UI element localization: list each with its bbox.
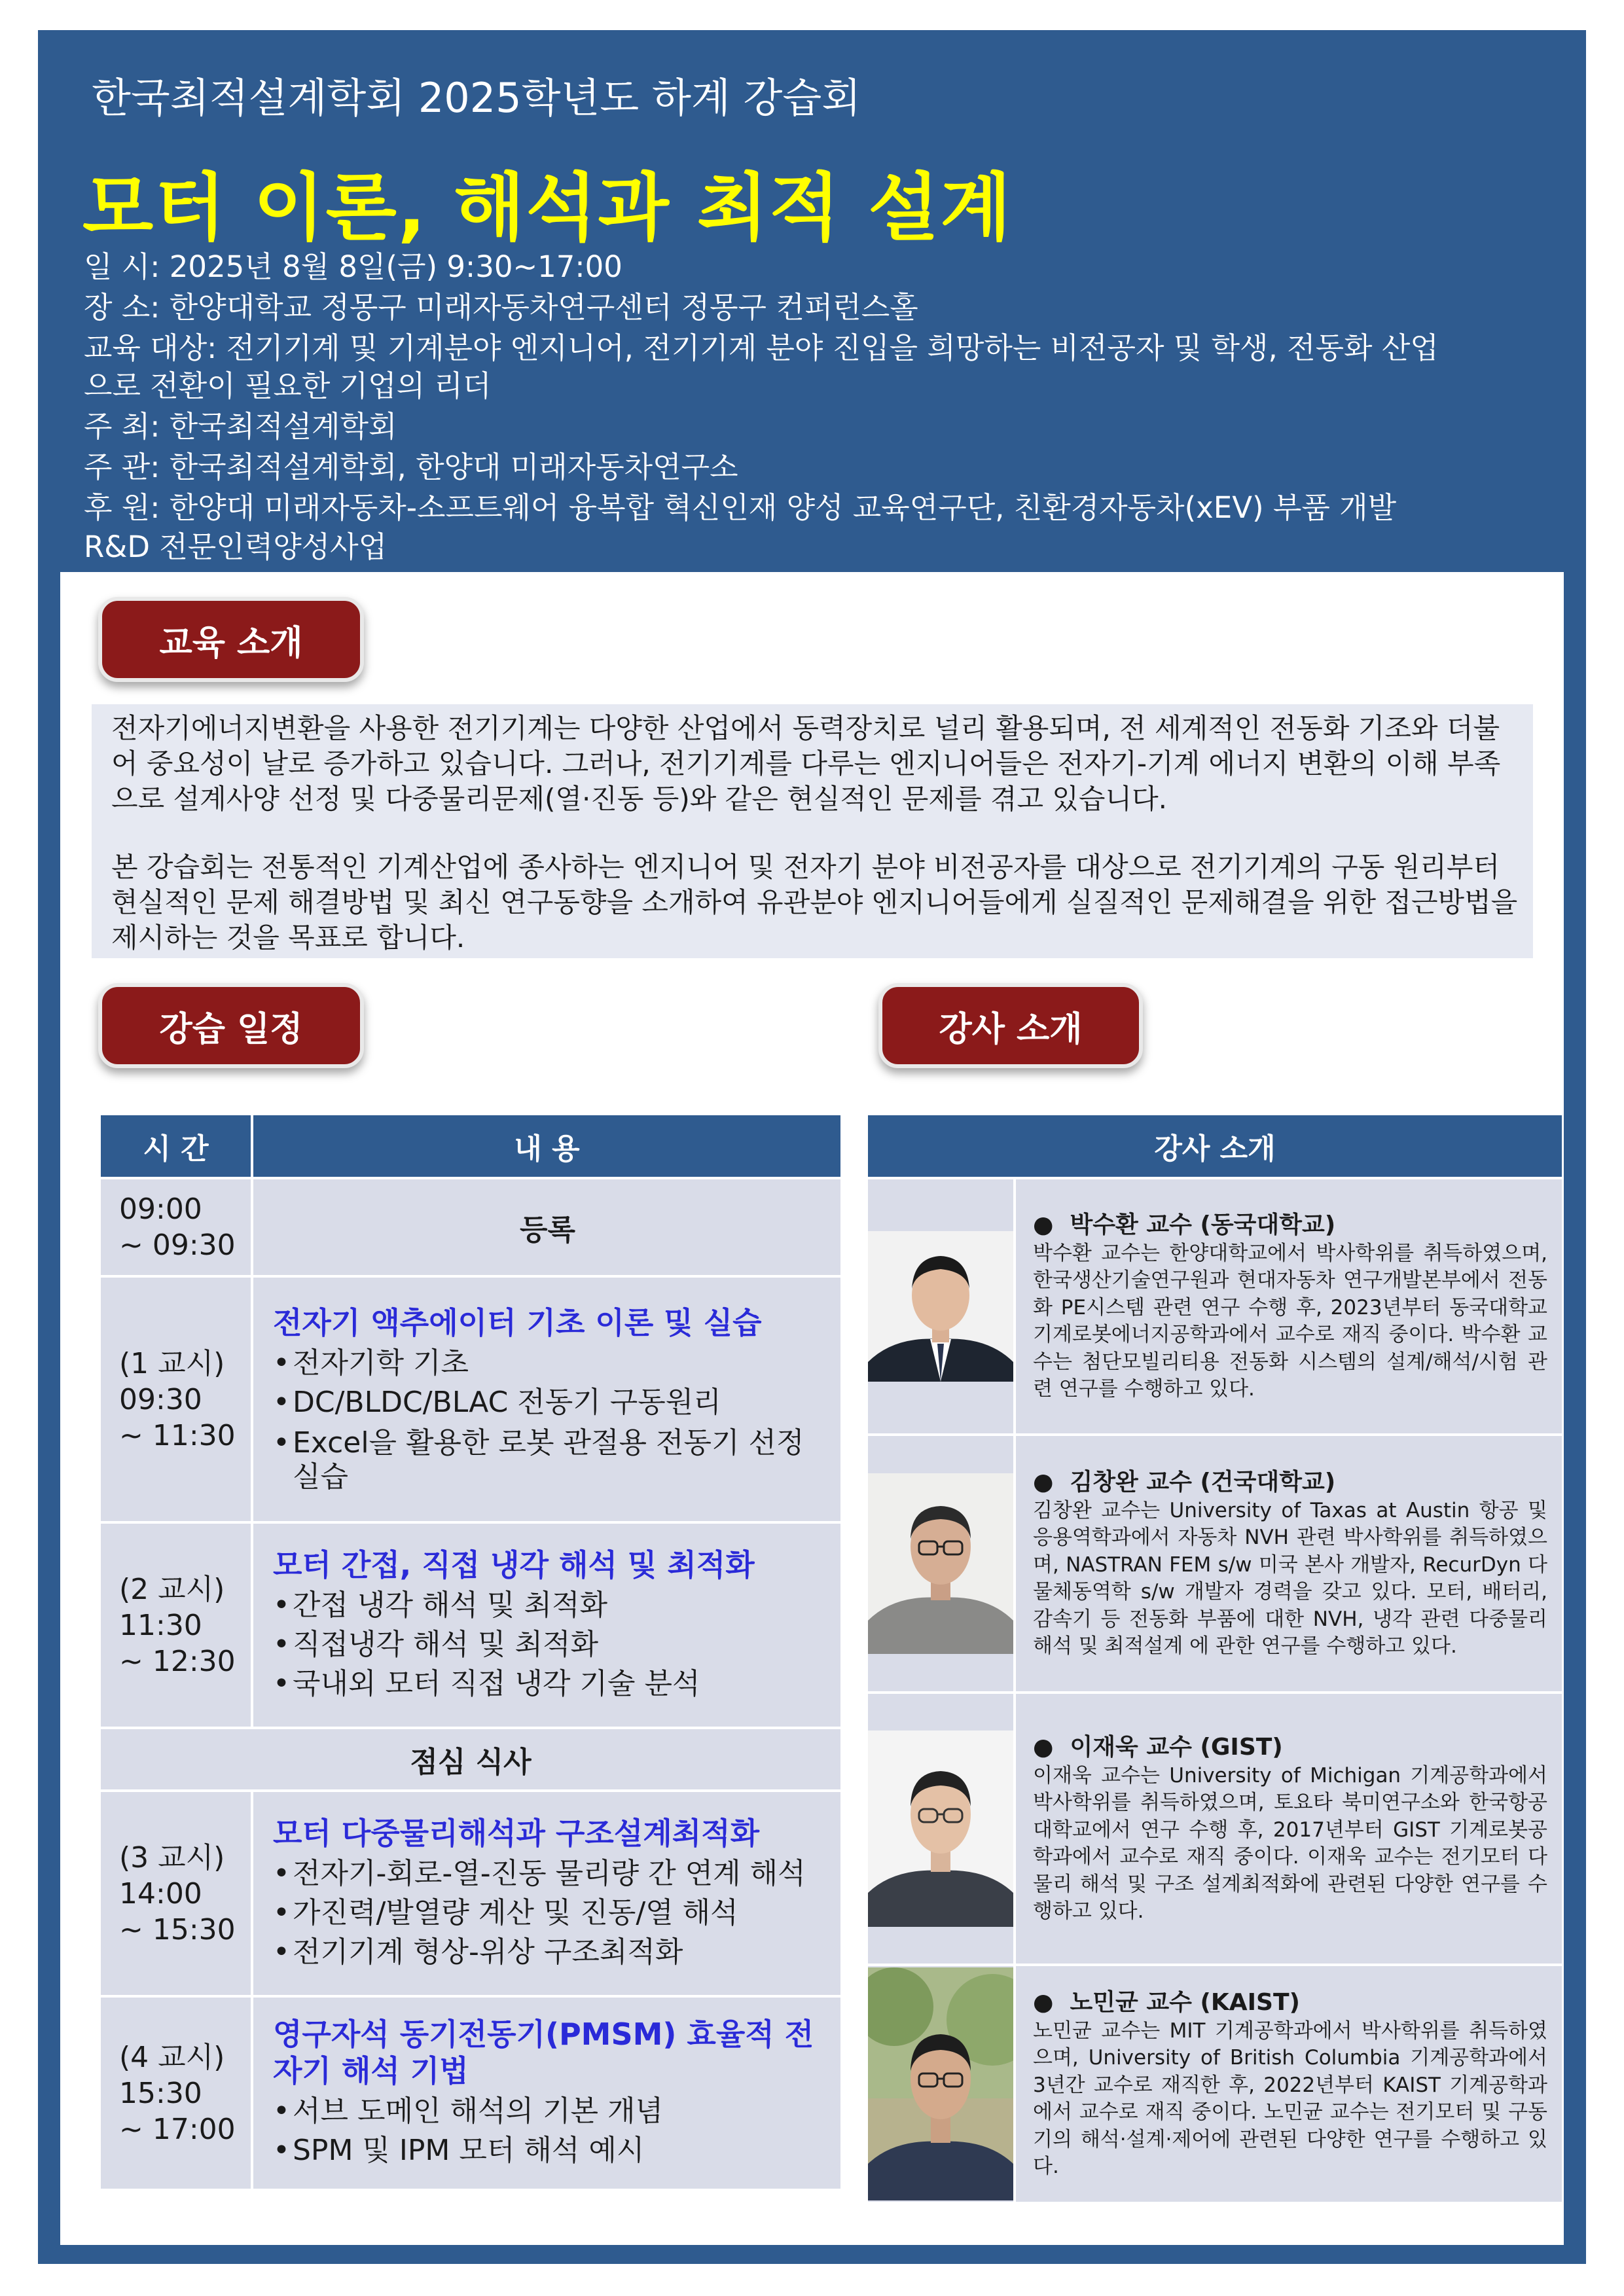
info-venue: 장 소: 한양대학교 정몽구 미래자동차연구센터 정몽구 컨퍼런스홀 (84, 290, 918, 325)
lecturer-2-photo (868, 1436, 1013, 1691)
table-row (101, 1792, 840, 1995)
info-sponsor: 후 원: 한양대 미래자동차-소프트웨어 융복합 혁신인재 양성 교육연구단, 친환경자동차(xEV) 부품 개발 (84, 490, 1397, 525)
list-item: • 국내외 모터 직접 냉각 기술 분석 (273, 1664, 822, 1704)
event-title: 모터 이론, 해석과 최적 설계 (82, 166, 1013, 251)
intro-heading-badge: 교육 소개 (98, 597, 364, 682)
intro-paragraph-1: 전자기에너지변환을 사용한 전기기계는 다양한 산업에서 동력장치로 널리 활용되며, 전 세계적인 전동화 기조와 더불어 중요성이 날로 증가하고 있습니다. 그러나, 전기기계를 다루는 엔지니어들은 전자기-기계 에너지 변환의 이해 부족으로 설계사양 선정 및 다중물리문제(열·진동 등)와 같은 현실적인 문제를 겪고 있습니다. (111, 712, 1501, 815)
lecturer-3-bio (1016, 1694, 1562, 1964)
lecturer-1-desc: 박수환 교수는 한양대학교에서 박사학위를 취득하였으며, 한국생산기술연구원과 현대자동차 연구개발본부에서 전동화 PE시스템 관련 연구 수행 후, 2023년부터 동국대학교 기계로봇에너지공학과에서 교수로 재직 중이다. 박수환 교수는 첨단모빌리티용 전동화 시스템의 설계/해석/시험 관련 연구를 수행하고 있다. (1033, 1241, 1547, 1401)
session-3-title: 모터 다중물리해석과 구조설계최적화 (273, 1816, 760, 1851)
intro-box (92, 704, 1533, 958)
table-row (101, 1998, 840, 2189)
list-item: • DC/BLDC/BLAC 전동기 구동원리 (273, 1383, 822, 1422)
list-item: • 간접 냉각 해석 및 최적화 (273, 1586, 822, 1625)
lecturer-2-bio (1016, 1436, 1562, 1691)
info-date: 일 시: 2025년 8월 8일(금) 9:30~17:00 (84, 249, 623, 284)
session-1-time: (1 교시) 09:30 ~ 11:30 (101, 1278, 251, 1521)
lecturer-col-header: 강사 소개 (868, 1115, 1562, 1177)
portrait-image (868, 1731, 1013, 1927)
lecturer-1-bio (1016, 1179, 1562, 1433)
session-2-title: 모터 간접, 직접 냉각 해석 및 최적화 (273, 1547, 755, 1583)
intro-paragraph-2: 본 강습회는 전통적인 기계산업에 종사하는 엔지니어 및 전자기 분야 비전공자를 대상으로 전기기계의 구동 원리부터 현실적인 문제 해결방법 및 최신 연구동향을 소개하여 유관분야 엔지니어들에게 실질적인 문제해결을 위한 접근방법을 제시하는 것을 목표로 합니다. (111, 851, 1518, 954)
info-target-cont: 으로 전환이 필요한 기업의 리더 (84, 368, 492, 403)
portrait-image (868, 1231, 1013, 1382)
schedule-col-time: 시 간 (101, 1115, 251, 1177)
schedule-table (98, 1113, 843, 2191)
schedule-col-content: 내 용 (253, 1115, 840, 1177)
session-4-title: 영구자석 동기전동기(PMSM) 효율적 전자기 해석 기법 (273, 2017, 814, 2089)
lecturer-3-name: ● 이재욱 교수 (GIST) (1033, 1733, 1283, 1761)
info-sponsor-cont: R&D 전문인력양성사업 (84, 529, 388, 564)
list-item: • Excel을 활용한 로봇 관절용 전동기 선정 실습 (273, 1426, 822, 1494)
session-4-time: (4 교시) 15:30 ~ 17:00 (101, 1998, 251, 2189)
list-item: • 전자기학 기초 (273, 1344, 822, 1383)
portrait-image (868, 1967, 1013, 2200)
table-row (101, 1278, 840, 1521)
list-item: • SPM 및 IPM 모터 해석 예시 (273, 2131, 822, 2170)
list-item: • 서브 도메인 해석의 기본 개념 (273, 2092, 822, 2131)
table-row (868, 1966, 1562, 2202)
list-item: • 직접냉각 해석 및 최적화 (273, 1625, 822, 1664)
table-row (101, 1179, 840, 1275)
list-item: • 전자기-회로-열-진동 물리량 간 연계 해석 (273, 1854, 822, 1893)
session-3-time: (3 교시) 14:00 ~ 15:30 (101, 1792, 251, 1995)
lunch-break: 점심 식사 (101, 1729, 840, 1789)
lecturer-2-desc: 김창완 교수는 University of Taxas at Austin 항공 및 응용역학과에서 자동차 NVH 관련 박사학위를 취득하였으며, NASTRAN FEM s/w 미국 본사 개발자, RecurDyn 다물체동역학 s/w 개발자 경력을 갖고 있다. 모터, 배터리, 감속기 등 전동화 부품에 대한 NVH, 냉각 관련 다중물리 해석 및 최적설계 에 관한 연구를 수행하고 있다. (1033, 1498, 1547, 1658)
list-item: • 가진력/발열량 계산 및 진동/열 해석 (273, 1893, 822, 1933)
info-host: 주 최: 한국최적설계학회 (84, 409, 397, 444)
lecturer-1-name: ● 박수환 교수 (동국대학교) (1033, 1211, 1336, 1238)
lecturer-4-bio (1016, 1966, 1562, 2202)
table-row (868, 1179, 1562, 1433)
session-1-title: 전자기 액추에이터 기초 이론 및 실습 (273, 1305, 762, 1340)
info-organizer: 주 관: 한국최적설계학회, 한양대 미래자동차연구소 (84, 450, 738, 484)
lecturer-2-name: ● 김창완 교수 (건국대학교) (1033, 1468, 1336, 1496)
schedule-heading-badge: 강습 일정 (98, 983, 364, 1068)
event-subtitle: 한국최적설계학회 2025학년도 하계 강습회 (92, 74, 861, 122)
lecturer-4-photo (868, 1966, 1013, 2202)
session-3-content (253, 1792, 840, 1995)
registration-time: 09:00 ~ 09:30 (101, 1179, 251, 1275)
info-target: 교육 대상: 전기기계 및 기계분야 엔지니어, 전기기계 분야 진입을 희망하는 비전공자 및 학생, 전동화 산업 (84, 331, 1439, 365)
session-1-content (253, 1278, 840, 1521)
table-row (868, 1694, 1562, 1964)
registration-label: 등록 (253, 1179, 840, 1275)
lecturer-table (865, 1113, 1564, 2204)
lecturer-heading-badge: 강사 소개 (878, 983, 1143, 1068)
session-2-content (253, 1524, 840, 1727)
lecturer-3-photo (868, 1694, 1013, 1964)
table-row (101, 1524, 840, 1727)
table-row (101, 1729, 840, 1789)
lecturer-3-desc: 이재욱 교수는 University of Michigan 기계공학과에서 박사학위를 취득하였으며, 토요타 북미연구소와 한국항공대학교에서 연구 수행 후, 2017년부터 GIST 기계로봇공학과에서 교수로 재직 중이다. 이재욱 교수는 전기모터 다물리 해석 및 구조 설계최적화에 관련된 다양한 연구를 수행하고 있다. (1033, 1763, 1547, 1923)
lecturer-4-desc: 노민균 교수는 MIT 기계공학과에서 박사학위를 취득하였으며, University of British Columbia 기계공학과에서 3년간 교수로 재직한 후, 2022년부터 KAIST 기계공학과에서 교수로 재직 중이다. 노민균 교수는 전기모터 및 구동기의 해석·설계·제어에 관련된 다양한 연구를 수행하고 있다. (1033, 2018, 1547, 2178)
portrait-image (868, 1473, 1013, 1654)
lecturer-1-photo (868, 1179, 1013, 1433)
table-row (868, 1436, 1562, 1691)
session-4-content (253, 1998, 840, 2189)
lecturer-4-name: ● 노민균 교수 (KAIST) (1033, 1988, 1300, 2016)
list-item: • 전기기계 형상-위상 구조최적화 (273, 1933, 822, 1972)
session-2-time: (2 교시) 11:30 ~ 12:30 (101, 1524, 251, 1727)
